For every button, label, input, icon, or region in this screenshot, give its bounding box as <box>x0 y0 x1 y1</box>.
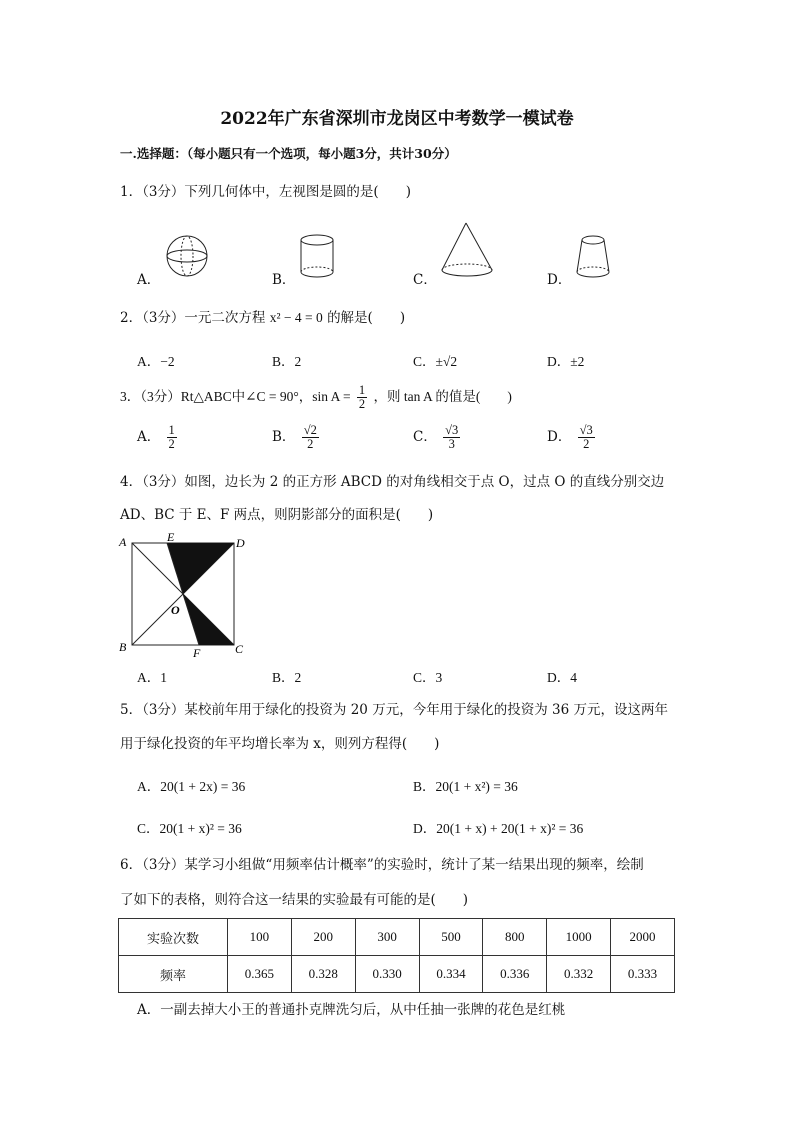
question-5-stem-line2: 用于绿化投资的年平均增长率为 x，则列方程得( ) <box>120 736 440 752</box>
q3-option-d[interactable] <box>547 424 597 451</box>
q3-option-label: C． <box>413 429 437 446</box>
q2-option-d[interactable]: D．±2 <box>547 354 585 369</box>
table-cell: 0.328 <box>291 956 355 993</box>
label-e: E <box>167 530 175 544</box>
q4-option-d[interactable]: D．4 <box>547 670 577 685</box>
table-row <box>119 919 675 956</box>
q3-sin-fraction <box>357 384 367 411</box>
question-4-stem-line2: AD、BC 于 E、F 两点，则阴影部分的面积是( ) <box>120 507 434 523</box>
table-cell: 100 <box>227 919 291 956</box>
q3-frac-den: 2 <box>358 397 366 412</box>
label-b: B <box>119 640 127 654</box>
q4-option-c[interactable]: C．3 <box>413 670 443 685</box>
question-6-stem-line1: 6．（3分）某学习小组做“用频率估计概率”的实验时，统计了某一结果出现的频率，绘制 <box>120 857 644 873</box>
question-1-stem: 1．（3分）下列几何体中，左视图是圆的是( ) <box>120 184 411 200</box>
label-c: C <box>235 642 244 656</box>
q5-option-a[interactable]: A．20(1 + 2x) = 36 <box>137 779 246 794</box>
question-6-stem-line2: 了如下的表格，则符合这一结果的实验最有可能的是( ) <box>120 892 469 908</box>
q3-opt-num: √3 <box>445 423 459 437</box>
table-cell: 1000 <box>547 919 611 956</box>
table-cell: 0.333 <box>611 956 675 993</box>
question-5-stem-line1: 5．（3分）某校前年用于绿化的投资为 20 万元，今年用于绿化的投资为 36 万元，设这两年 <box>120 702 668 718</box>
q3-option-b[interactable] <box>272 424 321 451</box>
q3-opt-den: 3 <box>448 437 455 452</box>
q3-opt-num: √3 <box>579 423 593 437</box>
cylinder-icon <box>296 232 341 282</box>
frustum-icon <box>572 232 617 282</box>
table-cell: 0.332 <box>547 956 611 993</box>
sphere-icon <box>163 232 213 282</box>
table-row <box>119 956 675 993</box>
q3-option-label: A． <box>137 429 161 446</box>
table-header-cell: 频率 <box>119 956 228 993</box>
q3-stem-suffix: ，则 tan A 的值是( ) <box>373 389 512 405</box>
square-figure <box>115 530 250 660</box>
table-cell: 0.336 <box>483 956 547 993</box>
frequency-table <box>118 918 675 993</box>
q4-option-a[interactable]: A．1 <box>137 670 167 685</box>
table-cell: 300 <box>355 919 419 956</box>
label-a: A <box>119 535 127 549</box>
q3-opt-den: 2 <box>307 437 314 452</box>
question-4-stem-line1: 4．（3分）如图，边长为 2 的正方形 ABCD 的对角线相交于点 O，过点 O 的直线分别交边 <box>120 474 665 490</box>
q5-option-c[interactable]: C．20(1 + x)² = 36 <box>137 821 242 836</box>
q3-frac-num: 1 <box>358 383 366 397</box>
q4-option-b[interactable]: B．2 <box>272 670 302 685</box>
table-header-cell: 实验次数 <box>119 919 228 956</box>
q3-option-c[interactable] <box>413 424 462 451</box>
q6-option-a[interactable]: A．一副去掉大小王的普通扑克牌洗匀后，从中任抽一张牌的花色是红桃 <box>137 1002 566 1018</box>
q2-option-c[interactable]: C．±√2 <box>413 354 458 369</box>
label-o: O <box>171 603 180 617</box>
q2-stem-suffix: 的解是( ) <box>327 310 406 326</box>
page-title: 2022年广东省深圳市龙岗区中考数学一模试卷 <box>220 109 574 129</box>
question-2-stem <box>120 306 405 326</box>
q2-option-a[interactable]: A．−2 <box>137 354 175 369</box>
q3-opt-den: 2 <box>583 437 590 452</box>
q5-option-d[interactable]: D．20(1 + x) + 20(1 + x)² = 36 <box>413 821 584 836</box>
q2-stem-prefix: 2．（3分）一元二次方程 <box>120 310 266 326</box>
table-cell: 0.334 <box>419 956 483 993</box>
shaded-region-top <box>167 543 234 594</box>
q1-option-b[interactable]: B． <box>272 272 296 288</box>
q3-option-label: B． <box>272 429 296 446</box>
section-heading: 一.选择题：（每小题只有一个选项，每小题3分，共计30分） <box>120 146 457 161</box>
q3-opt-num: 1 <box>168 423 175 437</box>
table-cell: 800 <box>483 919 547 956</box>
table-cell: 200 <box>291 919 355 956</box>
q3-opt-num: √2 <box>303 423 317 437</box>
q2-option-b[interactable]: B．2 <box>272 354 302 369</box>
table-cell: 500 <box>419 919 483 956</box>
table-cell: 2000 <box>611 919 675 956</box>
q1-option-c[interactable]: C． <box>413 272 437 288</box>
cone-icon <box>438 220 500 282</box>
q3-stem-prefix: 3．（3分）Rt△ABC中∠C = 90°，sin A = <box>120 389 351 405</box>
q1-option-a[interactable]: A． <box>137 272 161 288</box>
q1-option-d[interactable]: D． <box>547 272 572 288</box>
question-3-stem <box>120 384 512 411</box>
table-cell: 0.365 <box>227 956 291 993</box>
q2-equation: x² − 4 = 0 <box>269 310 323 325</box>
q5-option-b[interactable]: B．20(1 + x²) = 36 <box>413 779 518 794</box>
label-f: F <box>193 646 201 660</box>
q3-option-label: D． <box>547 429 572 446</box>
label-d: D <box>236 536 245 550</box>
q3-option-a[interactable] <box>137 424 179 451</box>
table-cell: 0.330 <box>355 956 419 993</box>
q3-opt-den: 2 <box>168 437 175 452</box>
